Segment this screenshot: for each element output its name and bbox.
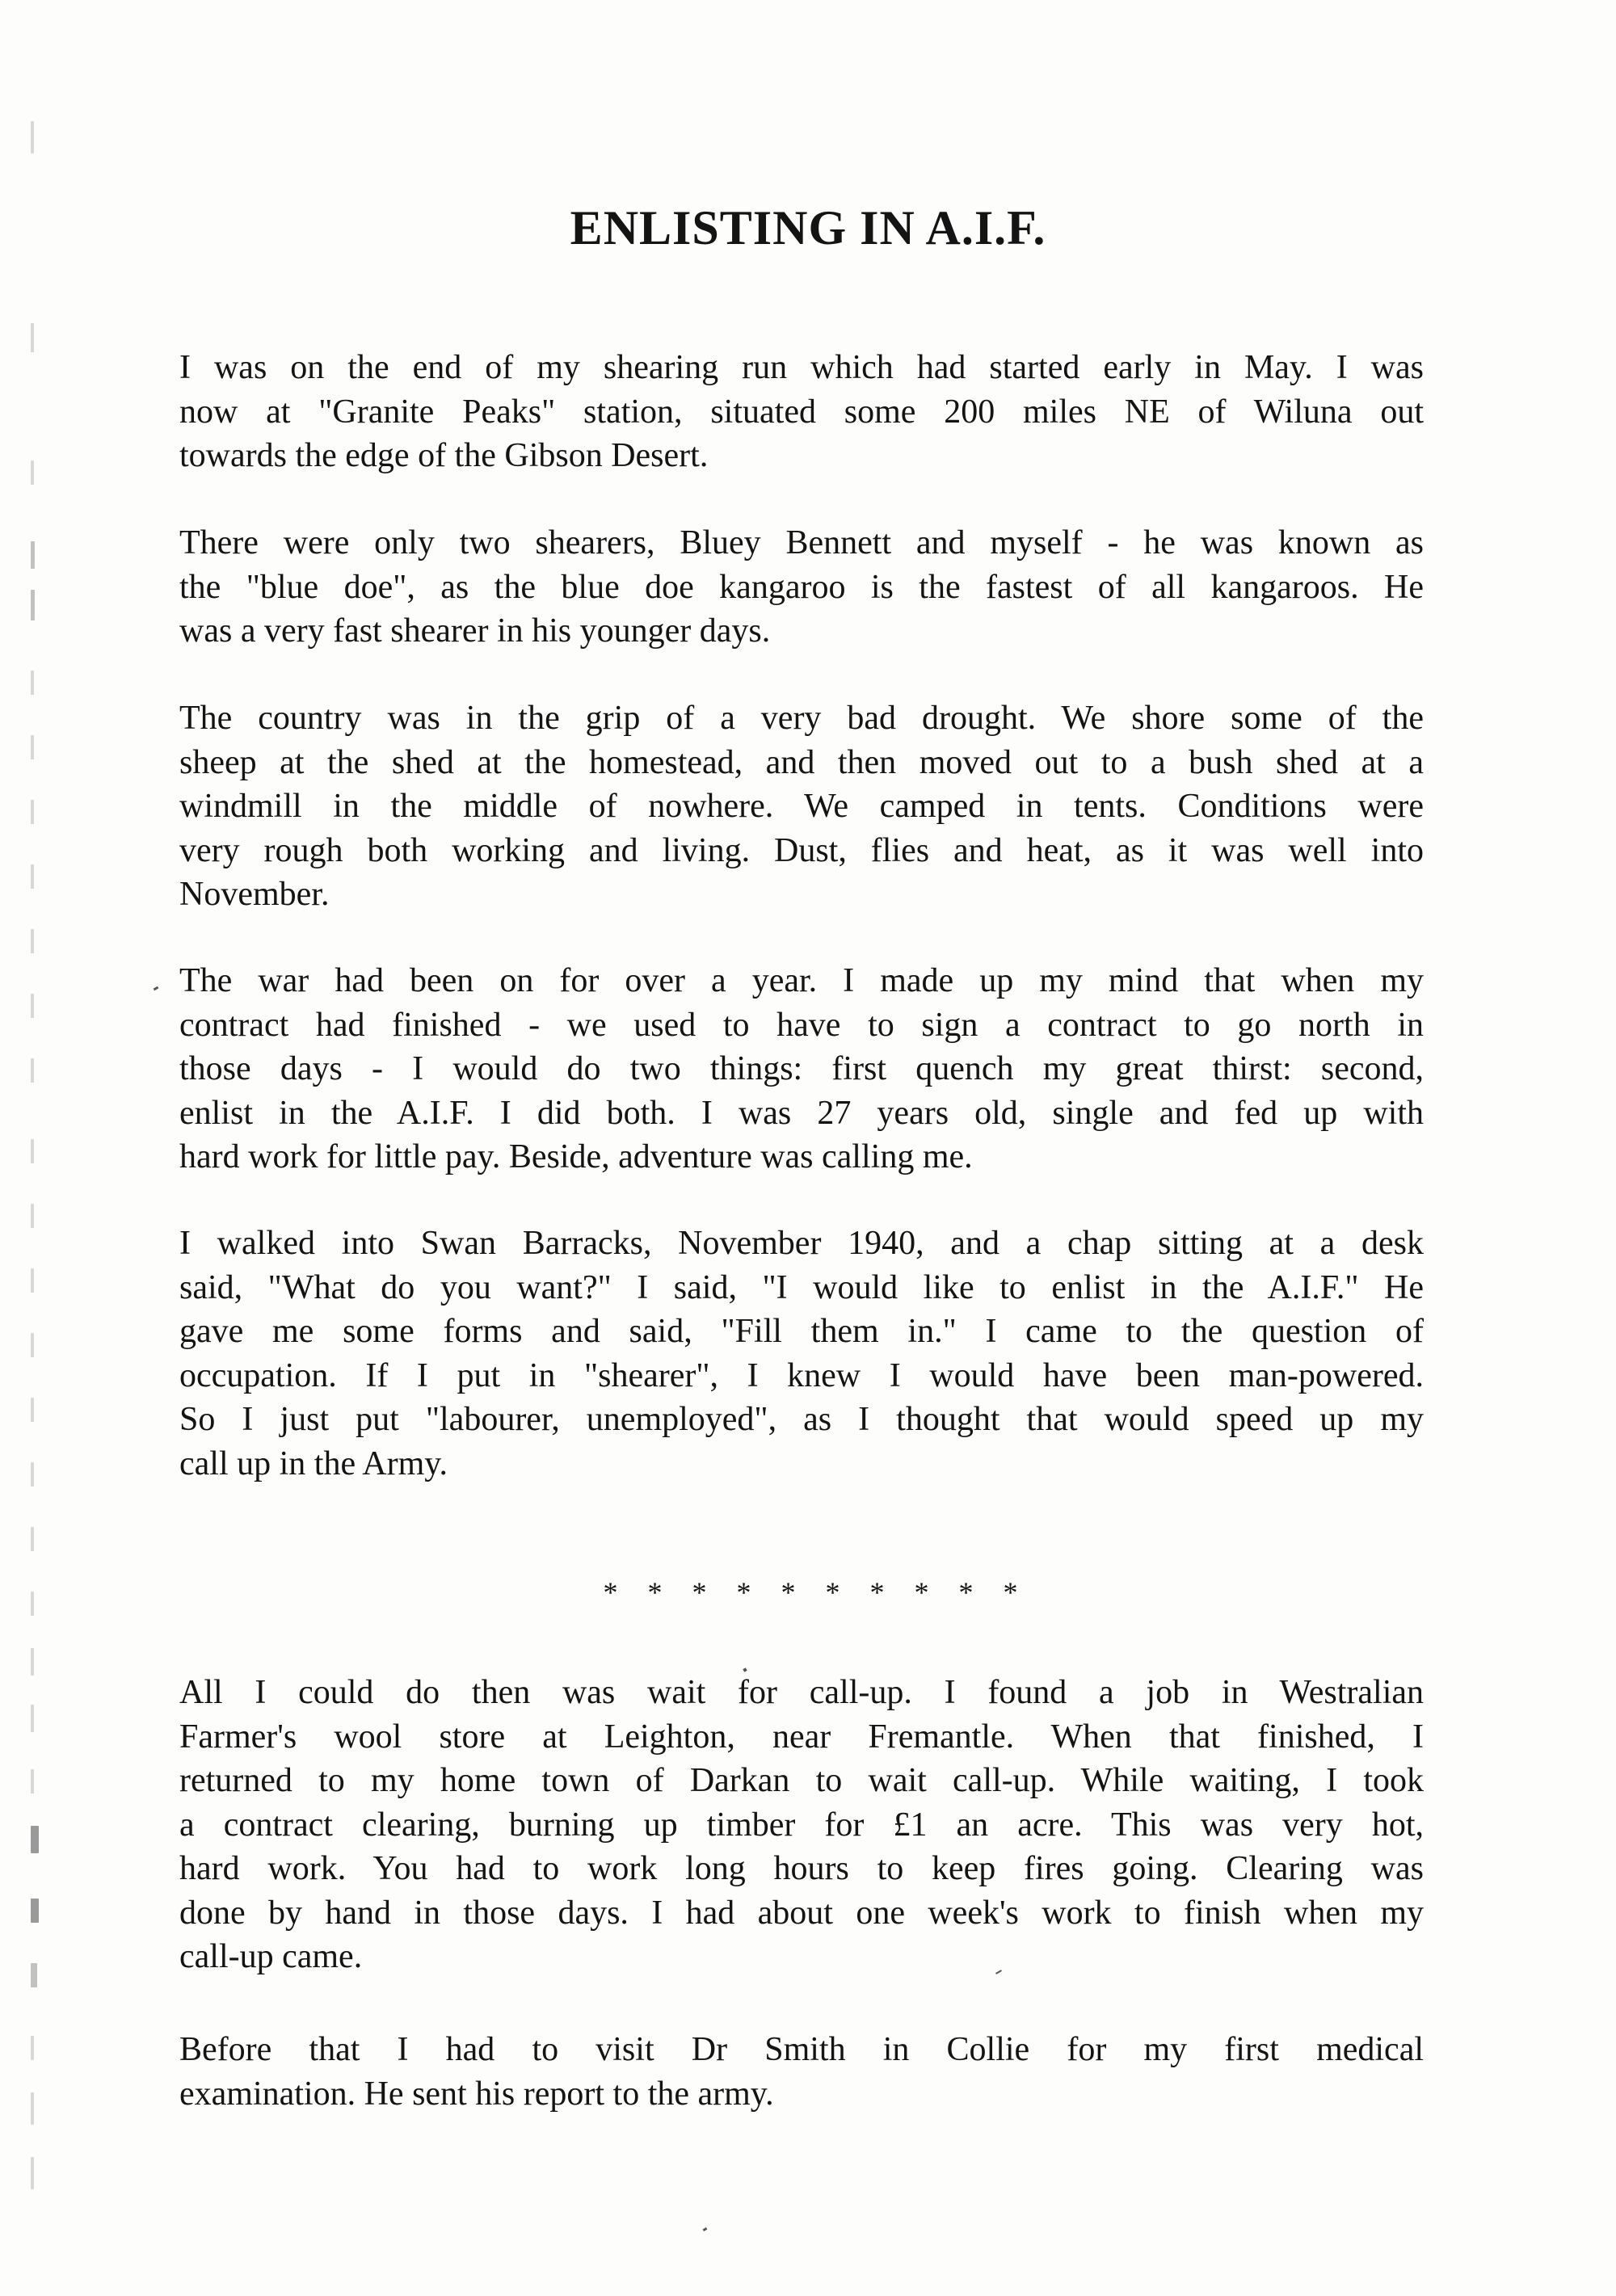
page-title: ENLISTING IN A.I.F. <box>570 201 1046 254</box>
stray-pen-mark <box>154 986 159 991</box>
paragraph-line: Before that I had to visit Dr Smith in Collie for my first medical <box>179 2031 1424 2068</box>
paragraph-line: call-up came. <box>179 1938 363 1975</box>
paragraph-line: done by hand in those days. I had about one week's work to finish when my <box>179 1894 1424 1932</box>
paragraph-3 <box>179 696 1424 917</box>
paragraph-line: was a very fast shearer in his younger days. <box>179 612 771 650</box>
paragraph-line: gave me some forms and said, "Fill them in." I came to the question of <box>179 1313 1424 1350</box>
paragraph-line: Farmer's wool store at Leighton, near Fremantle. When that finished, I <box>179 1718 1424 1756</box>
paragraph-line: I walked into Swan Barracks, November 1940, and a chap sitting at a desk <box>179 1225 1424 1262</box>
paragraph-7 <box>179 2028 1424 2116</box>
paragraph-line: the "blue doe", as the blue doe kangaroo is the fastest of all kangaroos. He <box>179 568 1424 606</box>
paragraph-4 <box>179 959 1424 1180</box>
paragraph-line: towards the edge of the Gibson Desert. <box>179 437 709 474</box>
stray-pen-mark <box>703 2227 708 2231</box>
paragraph-line: now at "Granite Peaks" station, situated some 200 miles NE of Wiluna out <box>179 393 1424 431</box>
paragraph-line: windmill in the middle of nowhere. We camped in tents. Conditions were <box>179 788 1424 825</box>
paragraph-5 <box>179 1222 1424 1486</box>
paragraph-line: hard work for little pay. Beside, adventure was calling me. <box>179 1138 973 1175</box>
paragraph-line: I was on the end of my shearing run which had started early in May. I was <box>179 349 1424 386</box>
paragraph-line: enlist in the A.I.F. I did both. I was 27 years old, single and fed up with <box>179 1094 1424 1132</box>
paragraph-line: a contract clearing, burning up timber for £1 an acre. This was very hot, <box>179 1806 1424 1844</box>
paragraph-2 <box>179 521 1424 654</box>
paragraph-line: There were only two shearers, Bluey Bennett and myself - he was known as <box>179 524 1424 561</box>
paragraph-line: November. <box>179 876 330 913</box>
paragraph-line: examination. He sent his report to the army. <box>179 2075 774 2113</box>
paragraph-line: hard work. You had to work long hours to keep fires going. Clearing was <box>179 1850 1424 1887</box>
paragraph-line: occupation. If I put in "shearer", I knew I would have been man-powered. <box>179 1356 1424 1394</box>
paragraph-line: returned to my home town of Darkan to wait call-up. While waiting, I took <box>179 1762 1424 1799</box>
binder-edge-marks <box>23 121 55 2141</box>
paragraph-line: All I could do then was wait for call-up. I found a job in Westralian <box>179 1674 1424 1711</box>
paragraph-line: The war had been on for over a year. I made up my mind that when my <box>179 962 1424 999</box>
paragraph-line: said, "What do you want?" I said, "I would like to enlist in the A.I.F." He <box>179 1268 1424 1306</box>
paragraph-line: contract had finished - we used to have to sign a contract to go north in <box>179 1006 1424 1044</box>
section-separator: * * * * * * * * * * <box>603 1576 1029 1608</box>
paragraph-line: call up in the Army. <box>179 1444 448 1482</box>
paragraph-6 <box>179 1671 1424 1979</box>
paragraph-line: very rough both working and living. Dust, flies and heat, as it was well into <box>179 831 1424 869</box>
paragraph-line: those days - I would do two things: first quench my great thirst: second, <box>179 1050 1424 1087</box>
paragraph-line: So I just put "labourer, unemployed", as I thought that would speed up my <box>179 1401 1424 1438</box>
paragraph-line: sheep at the shed at the homestead, and then moved out to a bush shed at a <box>179 743 1424 781</box>
paragraph-1 <box>179 346 1424 478</box>
paragraph-line: The country was in the grip of a very bad drought. We shore some of the <box>179 700 1424 737</box>
